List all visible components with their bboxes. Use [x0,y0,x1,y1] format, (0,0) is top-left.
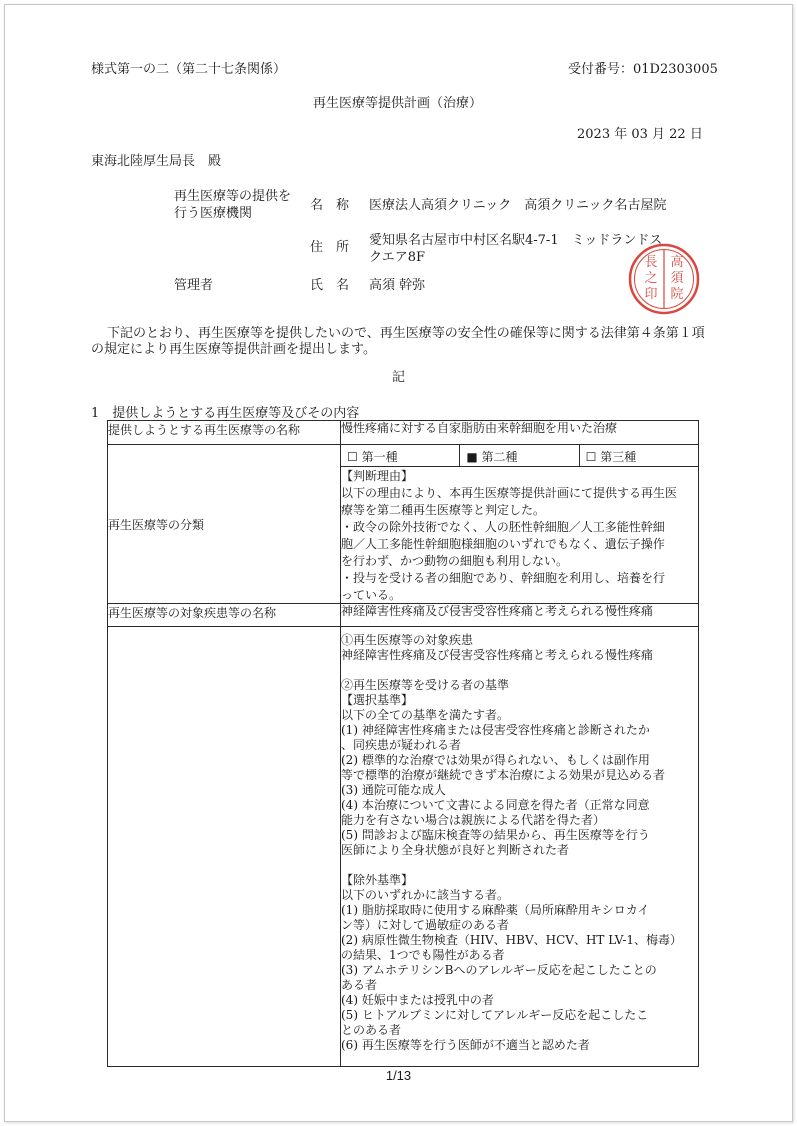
criteria-line: 神経障害性疼痛及び侵害受容性疼痛と考えられる慢性疼痛 [341,648,654,662]
checkbox-checked-icon: ■ [466,450,478,464]
table-row [108,604,699,627]
class-option-3 [580,445,698,466]
class-option-label: 第一種 [361,450,398,464]
criteria-line: 【選択基準】 [341,693,414,707]
criteria-line: ある者 [341,978,378,992]
ki-marker: 記 [392,370,406,385]
checkbox-icon: ☐ [585,450,597,464]
org-label-line2: 行う医療機関 [174,206,253,221]
red-seal-stamp [627,242,701,316]
manager-name: 高須 幹弥 [369,278,426,293]
reason-line: 【判断理由】 [341,469,414,483]
criteria-line: ン等）に対して過敏症のある者 [341,918,510,932]
class-option-label: 第三種 [600,450,637,464]
criteria-line [341,858,698,873]
criteria-line: 、同疾患が疑われる者 [341,738,462,752]
address-label: 住 所 [310,240,350,255]
intro-line1: 下記のとおり、再生医療等を提供したいので、再生医療等の安全性の確保等に関する法律第４条第１項 [107,326,705,341]
institution-name: 医療法人高須クリニック 高須クリニック名古屋院 [369,198,667,213]
org-label-line1: 再生医療等の提供を [174,189,292,204]
target-disease-label: 再生医療等の対象疾患等の名称 [108,604,341,627]
receipt-number: 受付番号：01D2303005 [568,62,718,77]
intro-line2: の規定により再生医療等提供計画を提出します。 [91,342,376,357]
criteria-line: (4) 妊娠中または授乳中の者 [341,993,494,1007]
criteria-line: (5) ヒトアルブミンに対してアレルギー反応を起こしたこ [341,1008,649,1022]
criteria-line: (1) 神経障害性疼痛または侵害受容性疼痛と診断されたか [341,723,650,737]
classification-reason [341,467,698,603]
address-line1: 愛知県名古屋市中村区名駅4-7-1 ミッドランドス [369,233,663,248]
person-label: 氏 名 [310,278,350,293]
criteria-line: とのある者 [341,1023,402,1037]
seal-character: 院 [670,287,684,302]
reason-line: 胞／人工多能性幹細胞様細胞のいずれでもなく、遺伝子操作 [341,537,665,551]
criteria-line: 以下の全ての基準を満たす者。 [341,708,510,722]
reason-line: ・投与を受ける者の細胞であり、幹細胞を利用し、培養を行 [341,571,666,585]
criteria-line: 等で標準的治療が継続できず本治療による効果が見込める者 [341,768,666,782]
criteria-line: の結果、1つでも陽性がある者 [341,948,505,962]
criteria-line [341,663,698,678]
criteria-line: (1) 脂肪採取時に使用する麻酔薬（局所麻酔用キシロカイ [341,903,650,917]
table-row [108,421,699,445]
target-disease-value: 神経障害性疼痛及び侵害受容性疼痛と考えられる慢性疼痛 [341,604,699,627]
criteria-line: (6) 再生医療等を行う医師が不適当と認めた者 [341,1038,590,1052]
section1-heading: 1 提供しようとする再生医療等及びその内容 [91,406,360,421]
seal-character: 高 [670,255,684,270]
reason-line: 以下の理由により、本再生医療等提供計画にて提供する再生医 [341,486,678,500]
eligibility-criteria [341,627,699,1067]
criteria-line: (5) 問診および臨床検査等の結果から、再生医療等を行う [341,828,650,842]
addressee: 東海北陸厚生局長 殿 [91,154,222,169]
table-row [108,445,699,604]
criteria-line: 【除外基準】 [341,873,414,887]
class-option-label: 第二種 [481,450,518,464]
reason-line: ・政令の除外技術でなく、人の胚性幹細胞／人工多能性幹細 [341,520,665,534]
name-label: 名 称 [310,198,350,213]
reason-line: 療等を第二種再生医療等と判定した。 [341,503,546,517]
manager-label: 管理者 [174,278,214,293]
detail-label-cell [108,627,341,1067]
criteria-line: 以下のいずれかに該当する者。 [341,888,510,902]
therapy-name-value: 慢性疼痛に対する自家脂肪由来幹細胞を用いた治療 [341,421,699,445]
criteria-line: (2) 病原性微生物検査（HIV、HBV、HCV、HT LV-1、梅毒） [341,933,683,947]
address-line2: クエア8F [369,250,426,265]
reason-line: を行わず、かつ動物の細胞も利用しない。 [341,554,569,568]
classification-label: 再生医療等の分類 [108,445,341,604]
seal-character: 印 [644,287,658,302]
criteria-line: 能力を有さない場合は親族による代諾を得た者） [341,813,606,827]
plan-table [107,420,699,1067]
table-row [108,627,699,1067]
criteria-line: ②再生医療等を受ける者の基準 [341,678,510,692]
criteria-line: (3) 通院可能な成人 [341,783,446,797]
classification-options [341,445,698,467]
seal-character: 之 [644,271,658,286]
form-label: 様式第一の二（第二十七条関係） [91,62,287,77]
page-number: 1/13 [385,1068,412,1083]
criteria-line: (4) 本治療について文書による同意を得た者（正常な同意 [341,798,650,812]
document-title: 再生医療等提供計画（治療） [313,96,483,111]
therapy-name-label: 提供しようとする再生医療等の名称 [108,421,341,445]
criteria-line: 医師により全身状態が良好と判断された者 [341,843,570,857]
submission-date: 2023 年 03 月 22 日 [577,127,703,142]
checkbox-icon: ☐ [347,450,358,464]
class-option-1 [341,445,460,466]
seal-character: 長 [644,255,658,270]
reason-line: っている。 [341,588,402,602]
classification-cell [341,445,699,604]
criteria-line: (3) アムホテリシンBへのアレルギー反応を起こしたことの [341,963,657,977]
criteria-line: (2) 標準的な治療では効果が得られない、もしくは副作用 [341,753,650,767]
seal-character: 須 [670,271,684,286]
class-option-2 [460,445,579,466]
criteria-line: ①再生医療等の対象疾患 [341,633,474,647]
